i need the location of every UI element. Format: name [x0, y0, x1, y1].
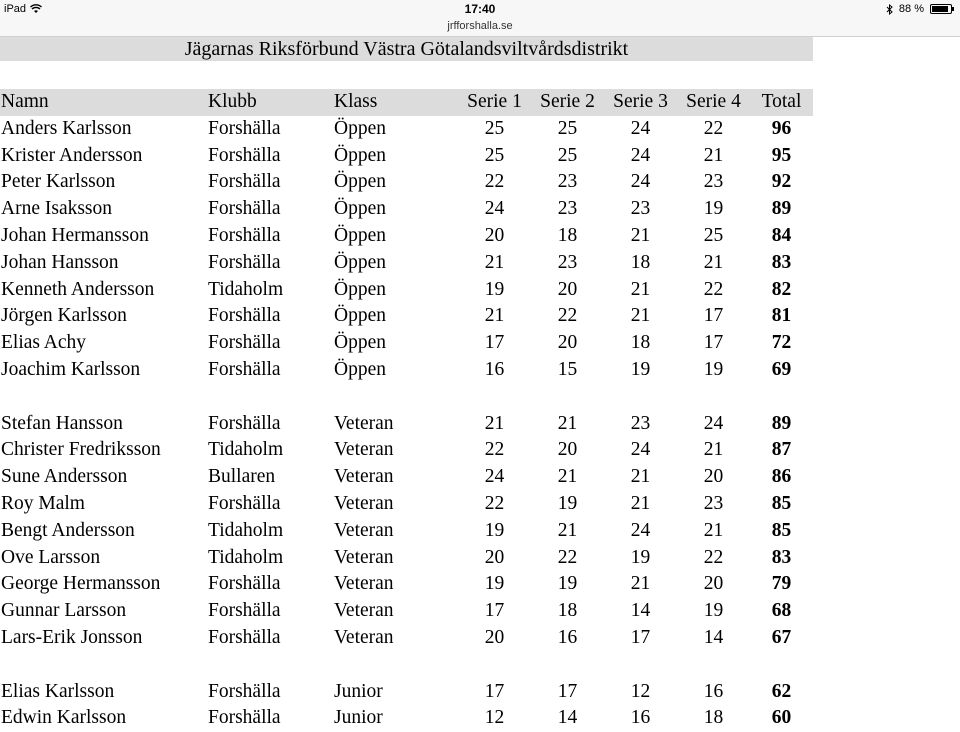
cell-total: 85	[771, 492, 792, 514]
cell-class: Veteran	[334, 600, 394, 622]
cell-serie-3: 18	[630, 332, 651, 354]
cell-name: Elias Karlsson	[1, 680, 115, 702]
cell-name: Johan Hansson	[1, 251, 119, 273]
cell-class: Öppen	[334, 305, 386, 327]
cell-serie-1: 17	[484, 680, 505, 702]
table-row	[0, 277, 813, 304]
cell-club: Forshälla	[208, 224, 281, 246]
table-row	[0, 518, 813, 545]
cell-serie-2: 19	[557, 492, 578, 514]
cell-serie-1: 21	[484, 305, 505, 327]
cell-serie-2: 22	[557, 305, 578, 327]
cell-serie-1: 20	[484, 224, 505, 246]
cell-club: Forshälla	[208, 626, 281, 648]
cell-serie-1: 16	[484, 358, 505, 380]
cell-serie-2: 20	[557, 439, 578, 461]
cell-total: 62	[771, 680, 792, 702]
cell-serie-4: 16	[703, 680, 724, 702]
cell-total: 84	[771, 224, 792, 246]
cell-serie-2: 16	[557, 626, 578, 648]
cell-serie-2: 18	[557, 600, 578, 622]
cell-class: Veteran	[334, 519, 394, 541]
cell-serie-2: 23	[557, 251, 578, 273]
cell-serie-3: 21	[630, 492, 651, 514]
cell-class: Veteran	[334, 439, 394, 461]
cell-class: Öppen	[334, 278, 386, 300]
cell-serie-3: 18	[630, 251, 651, 273]
cell-serie-4: 17	[703, 332, 724, 354]
header-serie-3: Serie 3	[604, 89, 677, 116]
table-row	[0, 571, 813, 598]
cell-name: Anders Karlsson	[1, 117, 132, 139]
cell-serie-3: 24	[630, 144, 651, 166]
cell-serie-4: 22	[703, 278, 724, 300]
cell-club: Bullaren	[208, 466, 276, 488]
table-row	[0, 679, 813, 706]
cell-total: 72	[771, 332, 792, 354]
cell-serie-2: 23	[557, 198, 578, 220]
status-time: 17:40	[464, 2, 496, 16]
cell-serie-4: 24	[703, 412, 724, 434]
url-text[interactable]: jrfforshalla.se	[447, 20, 513, 32]
cell-total: 69	[771, 358, 792, 380]
cell-club: Forshälla	[208, 251, 281, 273]
table-row	[0, 169, 813, 196]
bluetooth-icon	[886, 4, 893, 15]
cell-serie-1: 19	[484, 573, 505, 595]
cell-serie-4: 25	[703, 224, 724, 246]
header-class: Klass	[334, 89, 458, 116]
cell-serie-4: 19	[703, 358, 724, 380]
cell-club: Tidaholm	[208, 278, 284, 300]
cell-serie-4: 21	[703, 251, 724, 273]
cell-class: Veteran	[334, 492, 394, 514]
header-serie-4: Serie 4	[677, 89, 750, 116]
cell-serie-4: 22	[703, 117, 724, 139]
cell-serie-1: 19	[484, 519, 505, 541]
cell-club: Forshälla	[208, 358, 281, 380]
table-row	[0, 116, 813, 143]
cell-serie-4: 20	[703, 573, 724, 595]
cell-total: 85	[771, 519, 792, 541]
status-right	[886, 3, 952, 15]
cell-serie-2: 20	[557, 278, 578, 300]
cell-club: Forshälla	[208, 117, 281, 139]
cell-name: Krister Andersson	[1, 144, 143, 166]
cell-serie-4: 22	[703, 546, 724, 568]
cell-name: Jörgen Karlsson	[1, 305, 127, 327]
results-table	[0, 89, 813, 732]
cell-club: Forshälla	[208, 680, 281, 702]
cell-serie-1: 17	[484, 332, 505, 354]
cell-class: Öppen	[334, 144, 386, 166]
cell-serie-3: 24	[630, 117, 651, 139]
cell-name: Elias Achy	[1, 332, 87, 354]
table-header-row	[0, 89, 813, 116]
cell-serie-3: 17	[630, 626, 651, 648]
cell-club: Forshälla	[208, 492, 281, 514]
cell-serie-4: 19	[703, 198, 724, 220]
cell-serie-2: 25	[557, 144, 578, 166]
header-serie-1: Serie 1	[458, 89, 531, 116]
cell-name: Lars-Erik Jonsson	[1, 626, 143, 648]
cell-serie-4: 14	[703, 626, 724, 648]
cell-serie-1: 25	[484, 144, 505, 166]
cell-club: Tidaholm	[208, 519, 284, 541]
table-row	[0, 143, 813, 170]
cell-name: Gunnar Larsson	[1, 600, 127, 622]
cell-serie-3: 24	[630, 171, 651, 193]
cell-club: Forshälla	[208, 198, 281, 220]
cell-total: 83	[771, 251, 792, 273]
header-total: Total	[750, 89, 813, 116]
cell-name: Joachim Karlsson	[1, 358, 141, 380]
cell-total: 83	[771, 546, 792, 568]
cell-name: Stefan Hansson	[1, 412, 123, 434]
cell-serie-3: 21	[630, 573, 651, 595]
cell-total: 81	[771, 305, 792, 327]
cell-serie-1: 20	[484, 626, 505, 648]
table-row	[0, 411, 813, 438]
cell-class: Veteran	[334, 546, 394, 568]
cell-serie-3: 21	[630, 305, 651, 327]
cell-serie-1: 25	[484, 117, 505, 139]
cell-serie-3: 24	[630, 439, 651, 461]
cell-serie-4: 20	[703, 466, 724, 488]
cell-total: 92	[771, 171, 792, 193]
cell-serie-2: 21	[557, 412, 578, 434]
cell-serie-3: 24	[630, 519, 651, 541]
cell-serie-3: 19	[630, 358, 651, 380]
cell-serie-3: 14	[630, 600, 651, 622]
cell-serie-1: 22	[484, 171, 505, 193]
cell-class: Veteran	[334, 412, 394, 434]
cell-class: Öppen	[334, 358, 386, 380]
cell-serie-4: 21	[703, 144, 724, 166]
table-row	[0, 330, 813, 357]
cell-name: Johan Hermansson	[1, 224, 149, 246]
cell-total: 96	[771, 117, 792, 139]
cell-serie-1: 21	[484, 251, 505, 273]
table-row	[0, 464, 813, 491]
cell-serie-2: 17	[557, 680, 578, 702]
cell-club: Forshälla	[208, 573, 281, 595]
cell-class: Öppen	[334, 251, 386, 273]
table-row	[0, 357, 813, 384]
cell-serie-2: 14	[557, 707, 578, 729]
cell-serie-1: 19	[484, 278, 505, 300]
cell-total: 89	[771, 198, 792, 220]
group-spacer	[0, 384, 813, 411]
cell-serie-1: 21	[484, 412, 505, 434]
table-row	[0, 223, 813, 250]
cell-serie-1: 17	[484, 600, 505, 622]
cell-class: Junior	[334, 680, 383, 702]
cell-name: Roy Malm	[1, 492, 85, 514]
cell-club: Forshälla	[208, 332, 281, 354]
cell-serie-1: 22	[484, 439, 505, 461]
table-row	[0, 437, 813, 464]
cell-class: Öppen	[334, 332, 386, 354]
cell-serie-3: 16	[630, 707, 651, 729]
cell-name: Kenneth Andersson	[1, 278, 155, 300]
cell-name: George Hermansson	[1, 573, 161, 595]
cell-club: Tidaholm	[208, 546, 284, 568]
battery-percent: 88 %	[898, 3, 924, 15]
cell-name: Bengt Andersson	[1, 519, 135, 541]
device-label: iPad	[4, 3, 27, 15]
battery-icon	[930, 4, 952, 14]
cell-serie-4: 21	[703, 519, 724, 541]
cell-total: 95	[771, 144, 792, 166]
cell-club: Forshälla	[208, 305, 281, 327]
cell-club: Forshälla	[208, 144, 281, 166]
cell-total: 86	[771, 466, 792, 488]
table-row	[0, 196, 813, 223]
header-name: Namn	[0, 89, 208, 116]
cell-serie-4: 17	[703, 305, 724, 327]
cell-class: Veteran	[334, 573, 394, 595]
cell-class: Öppen	[334, 198, 386, 220]
cell-serie-2: 21	[557, 466, 578, 488]
cell-total: 60	[771, 707, 792, 729]
header-serie-2: Serie 2	[531, 89, 604, 116]
cell-serie-1: 20	[484, 546, 505, 568]
cell-name: Edwin Karlsson	[1, 707, 127, 729]
cell-serie-1: 12	[484, 707, 505, 729]
page-title: Jägarnas Riksförbund Västra Götalandsviltvårdsdistrikt	[184, 38, 629, 60]
cell-club: Forshälla	[208, 707, 281, 729]
cell-serie-4: 23	[703, 171, 724, 193]
address-bar[interactable]	[0, 16, 960, 37]
cell-serie-1: 24	[484, 198, 505, 220]
cell-serie-3: 21	[630, 466, 651, 488]
cell-serie-2: 21	[557, 519, 578, 541]
table-row	[0, 598, 813, 625]
cell-name: Arne Isaksson	[1, 198, 113, 220]
cell-serie-2: 15	[557, 358, 578, 380]
cell-serie-3: 23	[630, 412, 651, 434]
cell-serie-2: 22	[557, 546, 578, 568]
cell-name: Peter Karlsson	[1, 171, 116, 193]
table-row	[0, 250, 813, 277]
cell-serie-3: 19	[630, 546, 651, 568]
cell-serie-4: 23	[703, 492, 724, 514]
cell-class: Öppen	[334, 117, 386, 139]
cell-serie-2: 20	[557, 332, 578, 354]
cell-total: 87	[771, 439, 792, 461]
cell-name: Christer Fredriksson	[1, 439, 161, 461]
cell-class: Junior	[334, 707, 383, 729]
cell-serie-3: 21	[630, 224, 651, 246]
cell-club: Forshälla	[208, 412, 281, 434]
header-club: Klubb	[208, 89, 334, 116]
cell-class: Veteran	[334, 466, 394, 488]
cell-total: 67	[771, 626, 792, 648]
cell-serie-2: 23	[557, 171, 578, 193]
cell-serie-1: 24	[484, 466, 505, 488]
cell-serie-2: 19	[557, 573, 578, 595]
cell-club: Forshälla	[208, 600, 281, 622]
cell-club: Forshälla	[208, 171, 281, 193]
table-row	[0, 625, 813, 652]
cell-serie-3: 12	[630, 680, 651, 702]
cell-serie-2: 25	[557, 117, 578, 139]
cell-serie-4: 18	[703, 707, 724, 729]
cell-name: Sune Andersson	[1, 466, 128, 488]
cell-serie-1: 22	[484, 492, 505, 514]
cell-total: 68	[771, 600, 792, 622]
table-row	[0, 491, 813, 518]
table-row	[0, 545, 813, 572]
table-row	[0, 705, 813, 732]
cell-serie-3: 23	[630, 198, 651, 220]
cell-class: Veteran	[334, 626, 394, 648]
cell-serie-3: 21	[630, 278, 651, 300]
cell-serie-4: 21	[703, 439, 724, 461]
cell-class: Öppen	[334, 171, 386, 193]
cell-total: 79	[771, 573, 792, 595]
table-row	[0, 303, 813, 330]
group-spacer	[0, 652, 813, 679]
cell-total: 89	[771, 412, 792, 434]
cell-serie-2: 18	[557, 224, 578, 246]
cell-name: Ove Larsson	[1, 546, 101, 568]
cell-total: 82	[771, 278, 792, 300]
cell-club: Tidaholm	[208, 439, 284, 461]
cell-serie-4: 19	[703, 600, 724, 622]
cell-class: Öppen	[334, 224, 386, 246]
